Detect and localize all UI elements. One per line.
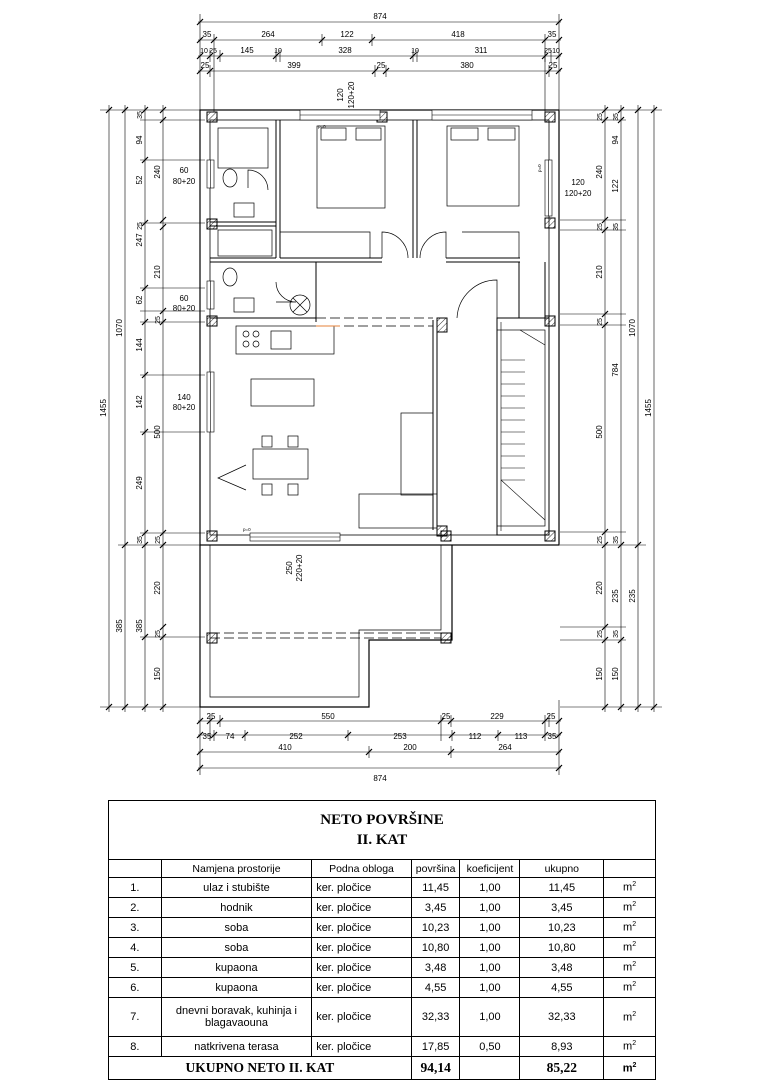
total-area: 10,23 xyxy=(520,918,604,938)
floor-finish: ker. pločice xyxy=(312,958,412,978)
unit: $m^2$ xyxy=(604,878,656,898)
dim-top-r3: 25 xyxy=(200,61,210,70)
total-empty xyxy=(460,1057,520,1080)
dim-right-inner: 220 xyxy=(595,581,604,595)
dim-left-inner2: 25 xyxy=(155,630,162,638)
dim-bottom-r1: 25 xyxy=(206,712,216,721)
p0-marker: p=0 xyxy=(537,164,542,172)
header-cell: Namjena prostorije xyxy=(161,860,311,878)
net-area-table xyxy=(108,800,656,1080)
room-name: kupaona xyxy=(161,978,311,998)
dim-right-inner: 500 xyxy=(595,425,604,439)
coefficient: 1,00 xyxy=(460,878,520,898)
room-area: 17,85 xyxy=(411,1037,460,1057)
coefficient: 0,50 xyxy=(460,1037,520,1057)
total-area: 4,55 xyxy=(520,978,604,998)
row-number: 1. xyxy=(109,878,162,898)
row-number: 6. xyxy=(109,978,162,998)
dim-right-inner: 25 xyxy=(597,536,604,544)
opening-label: 120 xyxy=(336,88,345,102)
dim-right-inner: 25 xyxy=(597,223,604,231)
dim-right-mid: 235 xyxy=(628,589,637,603)
opening-label: 120+20 xyxy=(347,81,356,109)
dim-left-inner: 35 xyxy=(137,111,144,119)
dim-right-inner: 25 xyxy=(597,113,604,121)
opening-label: 140 xyxy=(177,393,191,402)
unit: $m^2$ xyxy=(604,898,656,918)
dim-left-inner: 62 xyxy=(135,295,144,305)
dim-bottom-r3: 200 xyxy=(403,743,417,752)
total-area: 10,80 xyxy=(520,938,604,958)
header-cell: ukupno xyxy=(520,860,604,878)
dim-left-inner: 25 xyxy=(137,222,144,230)
unit: $m^2$ xyxy=(604,938,656,958)
dim-top-r2: 311 xyxy=(474,46,488,55)
total-area-sum: 94,14 xyxy=(411,1057,460,1080)
opening-label: 220+20 xyxy=(295,554,304,582)
dim-right-mid: 235 xyxy=(611,589,620,603)
row-number: 2. xyxy=(109,898,162,918)
dim-bottom-r2: 112 xyxy=(468,732,482,741)
coefficient: 1,00 xyxy=(460,898,520,918)
row-number: 3. xyxy=(109,918,162,938)
dim-left-mid: 1070 xyxy=(115,319,124,337)
unit: $m^2$ xyxy=(604,958,656,978)
dim-left-inner: 249 xyxy=(135,476,144,490)
floor-finish: ker. pločice xyxy=(312,1037,412,1057)
room-area: 11,45 xyxy=(411,878,460,898)
table-title-line2: II. KAT xyxy=(356,832,408,848)
opening-label: 80+20 xyxy=(172,403,196,412)
doors xyxy=(248,170,497,318)
dim-right-inner: 25 xyxy=(597,318,604,326)
bottom-dimensions xyxy=(197,700,562,775)
room-name: ulaz i stubište xyxy=(161,878,311,898)
opening-label: 250 xyxy=(285,561,294,575)
unit: $m^2$ xyxy=(604,998,656,1037)
dim-right-outer: 1455 xyxy=(644,399,653,417)
table-row xyxy=(109,998,656,1037)
table-row xyxy=(109,898,656,918)
table-row xyxy=(109,878,656,898)
dim-top-r1: 418 xyxy=(451,30,465,39)
dim-bottom-r1: 550 xyxy=(321,712,335,721)
dim-top-r2: 10 xyxy=(411,48,419,55)
room-name: natkrivena terasa xyxy=(161,1037,311,1057)
opening-label: 80+20 xyxy=(172,177,196,186)
room-name: hodnik xyxy=(161,898,311,918)
dim-right-inner: 150 xyxy=(595,667,604,681)
bottom-dimension-labels xyxy=(203,712,557,783)
dim-top-r2: 25 xyxy=(209,48,217,55)
table-row xyxy=(109,938,656,958)
coefficient: 1,00 xyxy=(460,958,520,978)
floor-finish: ker. pločice xyxy=(312,978,412,998)
dim-right-inner3: 35 xyxy=(613,536,620,544)
dim-bottom-r1: 25 xyxy=(441,712,451,721)
dim-top-r2: 145 xyxy=(240,46,254,55)
dim-bottom-r2: 74 xyxy=(225,732,235,741)
dim-top-r3: 380 xyxy=(460,61,474,70)
row-number: 7. xyxy=(109,998,162,1037)
total-area: 3,45 xyxy=(520,898,604,918)
total-area: 3,48 xyxy=(520,958,604,978)
header-cell: Podna obloga xyxy=(312,860,412,878)
dim-left-inner: 35 xyxy=(137,536,144,544)
dim-top-r1: 264 xyxy=(261,30,275,39)
room-area: 4,55 xyxy=(411,978,460,998)
dashed-reference-lines xyxy=(210,318,441,638)
opening-label: 80+20 xyxy=(172,304,196,313)
dim-right-inner3: 35 xyxy=(613,223,620,231)
total-label: UKUPNO NETO II. KAT xyxy=(109,1057,412,1080)
dim-top-r1: 122 xyxy=(340,30,354,39)
dim-top-r2: 10 xyxy=(200,48,208,55)
dim-left-inner: 142 xyxy=(135,395,144,409)
dim-right-inner3: 35 xyxy=(613,630,620,638)
right-dimension-labels xyxy=(595,113,653,681)
floor-finish: ker. pločice xyxy=(312,898,412,918)
unit: $m^2$ xyxy=(604,978,656,998)
dim-right-inner2: 150 xyxy=(611,667,620,681)
header-cell-empty xyxy=(604,860,656,878)
dim-left-outer: 1455 xyxy=(99,399,108,417)
opening-label: 120+20 xyxy=(564,189,592,198)
dim-bottom-total: 874 xyxy=(373,774,387,783)
dim-left-inner2: 150 xyxy=(153,667,162,681)
table-title-line1: NETO POVRŠINE xyxy=(320,812,444,828)
coefficient: 1,00 xyxy=(460,978,520,998)
room-name: kupaona xyxy=(161,958,311,978)
left-dimension-labels xyxy=(99,111,162,681)
dim-left-inner2: 25 xyxy=(155,316,162,324)
room-area: 10,23 xyxy=(411,918,460,938)
dim-top-r3: 25 xyxy=(548,61,558,70)
opening-label: 60 xyxy=(179,294,189,303)
table-row xyxy=(109,1037,656,1057)
room-area: 10,80 xyxy=(411,938,460,958)
room-area: 3,48 xyxy=(411,958,460,978)
dim-left-inner2: 240 xyxy=(153,165,162,179)
dim-left-inner: 385 xyxy=(135,619,144,633)
dim-bottom-r3: 410 xyxy=(278,743,292,752)
dim-bottom-r2: 35 xyxy=(202,732,212,741)
top-dimension-labels xyxy=(200,12,560,70)
bedroom-furniture xyxy=(280,126,519,258)
dim-left-inner2: 500 xyxy=(153,425,162,439)
total-net-sum: 85,22 xyxy=(520,1057,604,1080)
dim-right-inner3: 35 xyxy=(613,113,620,121)
dim-top-r3: 399 xyxy=(287,61,301,70)
dim-bottom-r1: 229 xyxy=(490,712,504,721)
dim-left-inner2: 25 xyxy=(155,536,162,544)
table-row xyxy=(109,978,656,998)
dim-right-inner: 25 xyxy=(597,630,604,638)
table-title-row xyxy=(109,801,656,860)
floor-finish: ker. pločice xyxy=(312,918,412,938)
dim-left-inner2: 220 xyxy=(153,581,162,595)
table-total-row xyxy=(109,1057,656,1080)
kitchen-living-furniture xyxy=(218,326,545,528)
dim-bottom-r2: 113 xyxy=(514,732,528,741)
dim-top-r3: 25 xyxy=(376,61,386,70)
room-area: 32,33 xyxy=(411,998,460,1037)
total-area: 8,93 xyxy=(520,1037,604,1057)
dim-left-inner: 247 xyxy=(135,233,144,247)
total-unit: $m^2$ xyxy=(604,1057,656,1080)
room-name: soba xyxy=(161,938,311,958)
opening-label: 60 xyxy=(179,166,189,175)
table-title xyxy=(109,801,656,860)
table-row xyxy=(109,918,656,938)
row-number: 8. xyxy=(109,1037,162,1057)
dim-right-inner: 94 xyxy=(611,135,620,145)
dim-top-r1: 35 xyxy=(202,30,212,39)
coefficient: 1,00 xyxy=(460,938,520,958)
dim-top-r1: 35 xyxy=(547,30,557,39)
dim-right-inner2: 784 xyxy=(611,363,620,377)
p0-marker: p=0 xyxy=(318,124,326,129)
dim-top-r2: 25 xyxy=(544,48,552,55)
dim-bottom-r2: 253 xyxy=(393,732,407,741)
dim-bottom-r1: 25 xyxy=(546,712,556,721)
dim-left-inner2: 210 xyxy=(153,265,162,279)
table-header-row xyxy=(109,860,656,878)
floor-finish: ker. pločice xyxy=(312,938,412,958)
total-area: 11,45 xyxy=(520,878,604,898)
dim-left-inner: 144 xyxy=(135,338,144,352)
header-cell-empty xyxy=(109,860,162,878)
room-area: 3,45 xyxy=(411,898,460,918)
structural-columns xyxy=(207,112,555,643)
floor-finish: ker. pločice xyxy=(312,998,412,1037)
stairs xyxy=(501,330,545,520)
dim-right-inner: 210 xyxy=(595,265,604,279)
row-number: 5. xyxy=(109,958,162,978)
header-cell: koeficijent xyxy=(460,860,520,878)
opening-label: 120 xyxy=(571,178,585,187)
header-cell: površina xyxy=(411,860,460,878)
dim-right-mid: 1070 xyxy=(628,319,637,337)
table-row xyxy=(109,958,656,978)
dim-left-inner: 52 xyxy=(135,175,144,185)
row-number: 4. xyxy=(109,938,162,958)
total-area: 32,33 xyxy=(520,998,604,1037)
floor-finish: ker. pločice xyxy=(312,878,412,898)
dim-left-inner: 94 xyxy=(135,135,144,145)
dim-bottom-r2: 35 xyxy=(547,732,557,741)
dim-top-r2: 328 xyxy=(338,46,352,55)
coefficient: 1,00 xyxy=(460,998,520,1037)
dim-top-r2: 10 xyxy=(274,48,282,55)
unit: $m^2$ xyxy=(604,918,656,938)
building-walls xyxy=(200,110,559,707)
unit: $m^2$ xyxy=(604,1037,656,1057)
room-name: dnevni boravak, kuhinja i blagavaouna xyxy=(161,998,311,1037)
windows xyxy=(207,110,552,541)
dim-bottom-r2: 252 xyxy=(289,732,303,741)
dim-top-r2: 10 xyxy=(552,48,560,55)
dim-left-mid: 385 xyxy=(115,619,124,633)
coefficient: 1,00 xyxy=(460,918,520,938)
room-name: soba xyxy=(161,918,311,938)
dim-top-total: 874 xyxy=(373,12,387,21)
p0-marker: p=0 xyxy=(243,527,251,532)
dim-right-inner2: 240 xyxy=(595,165,604,179)
dim-bottom-r3: 264 xyxy=(498,743,512,752)
dim-right-inner: 122 xyxy=(611,179,620,193)
